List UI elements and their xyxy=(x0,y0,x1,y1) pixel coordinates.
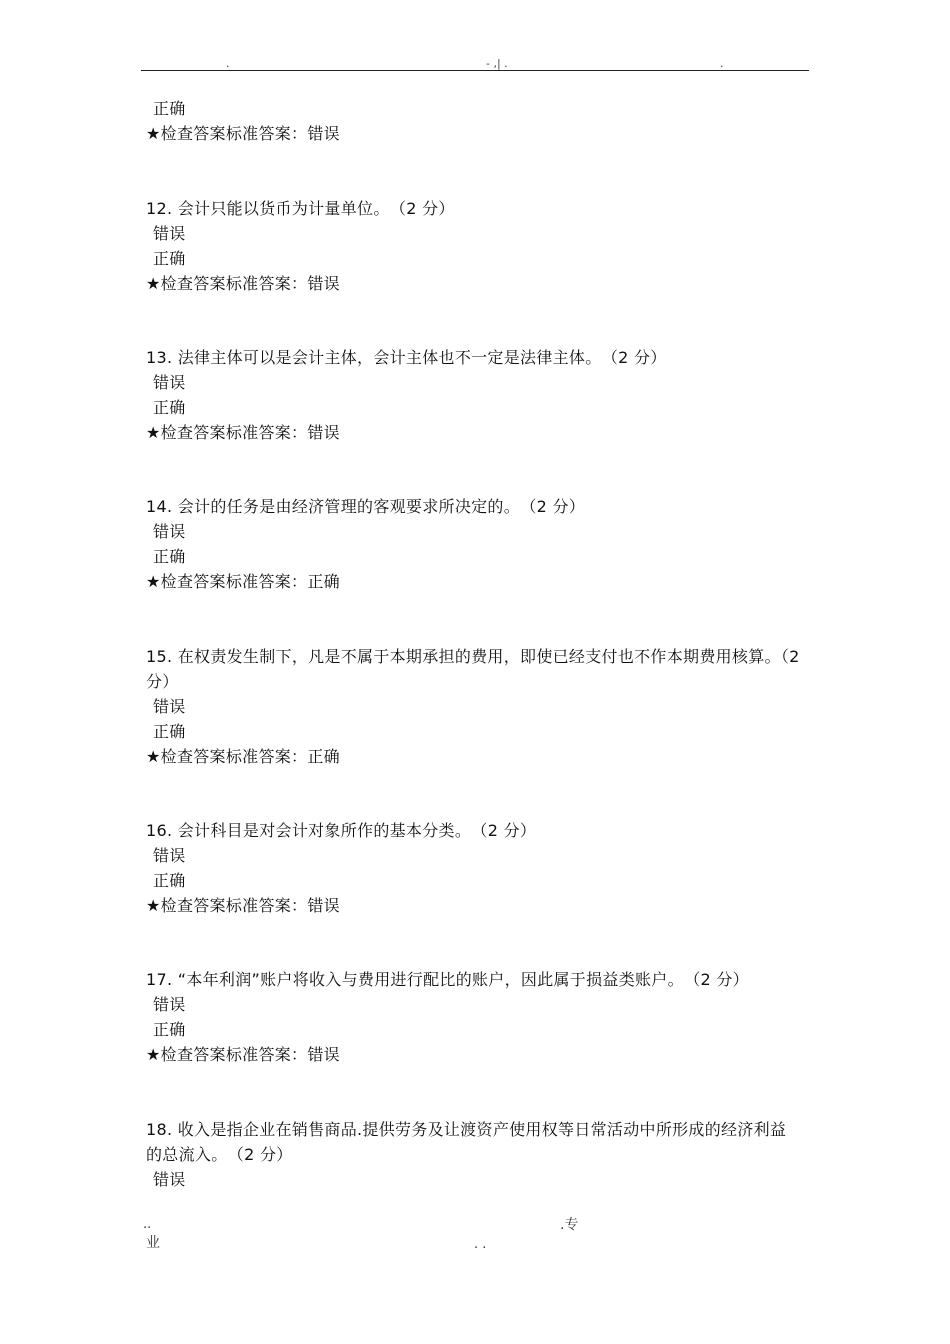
option-wrong: 错误 xyxy=(153,373,186,392)
option-wrong: 错误 xyxy=(153,1170,186,1189)
option-wrong: 错误 xyxy=(153,846,186,865)
header-mark-right: . xyxy=(720,57,724,70)
question-15-cont: 分） xyxy=(146,672,179,691)
header-mark-center: - ,| . xyxy=(486,57,508,70)
footer-text-center: .专 xyxy=(560,1217,579,1233)
answer-line: ★检查答案标准答案：错误 xyxy=(146,124,340,143)
question-16: 16. 会计科目是对会计对象所作的基本分类。 （2 分） xyxy=(146,821,537,840)
answer-line: ★检查答案标准答案：错误 xyxy=(146,423,340,442)
option-correct: 正确 xyxy=(153,722,186,741)
option-correct: 正确 xyxy=(153,871,186,890)
footer-text-left: 业 xyxy=(146,1235,160,1251)
option-wrong: 错误 xyxy=(153,522,186,541)
question-13: 13. 法律主体可以是会计主体，会计主体也不一定是法律主体。 （2 分） xyxy=(146,348,667,367)
header-rule xyxy=(141,70,809,71)
question-18: 18. 收入是指企业在销售商品.提供劳务及让渡资产使用权等日常活动中所形成的经济利益 xyxy=(146,1120,787,1139)
answer-line: ★检查答案标准答案：错误 xyxy=(146,1045,340,1064)
option-correct: 正确 xyxy=(153,1020,186,1039)
option-correct: 正确 xyxy=(153,547,186,566)
footer-dots-center: . . xyxy=(474,1237,487,1252)
answer-line: ★检查答案标准答案：错误 xyxy=(146,274,340,293)
footer-dots-left: .. xyxy=(143,1217,152,1232)
option-wrong: 错误 xyxy=(153,697,186,716)
answer-line: ★检查答案标准答案：正确 xyxy=(146,572,340,591)
option-correct: 正确 xyxy=(153,249,186,268)
option-correct: 正确 xyxy=(153,398,186,417)
question-18-cont: 的总流入。 （2 分） xyxy=(146,1145,293,1164)
answer-line: ★检查答案标准答案：错误 xyxy=(146,896,340,915)
answer-line: ★检查答案标准答案：正确 xyxy=(146,747,340,766)
question-12: 12. 会计只能以货币为计量单位。 （2 分） xyxy=(146,199,455,218)
question-15: 15. 在权责发生制下，凡是不属于本期承担的费用，即使已经支付也不作本期费用核算。（2 xyxy=(146,647,800,666)
header-mark-left: . xyxy=(226,57,230,70)
option-correct: 正确 xyxy=(153,99,186,118)
question-17: 17. “本年利润”账户将收入与费用进行配比的账户，因此属于损益类账户。 （2 分） xyxy=(146,970,749,989)
option-wrong: 错误 xyxy=(153,995,186,1014)
question-14: 14. 会计的任务是由经济管理的客观要求所决定的。 （2 分） xyxy=(146,497,586,516)
option-wrong: 错误 xyxy=(153,224,186,243)
